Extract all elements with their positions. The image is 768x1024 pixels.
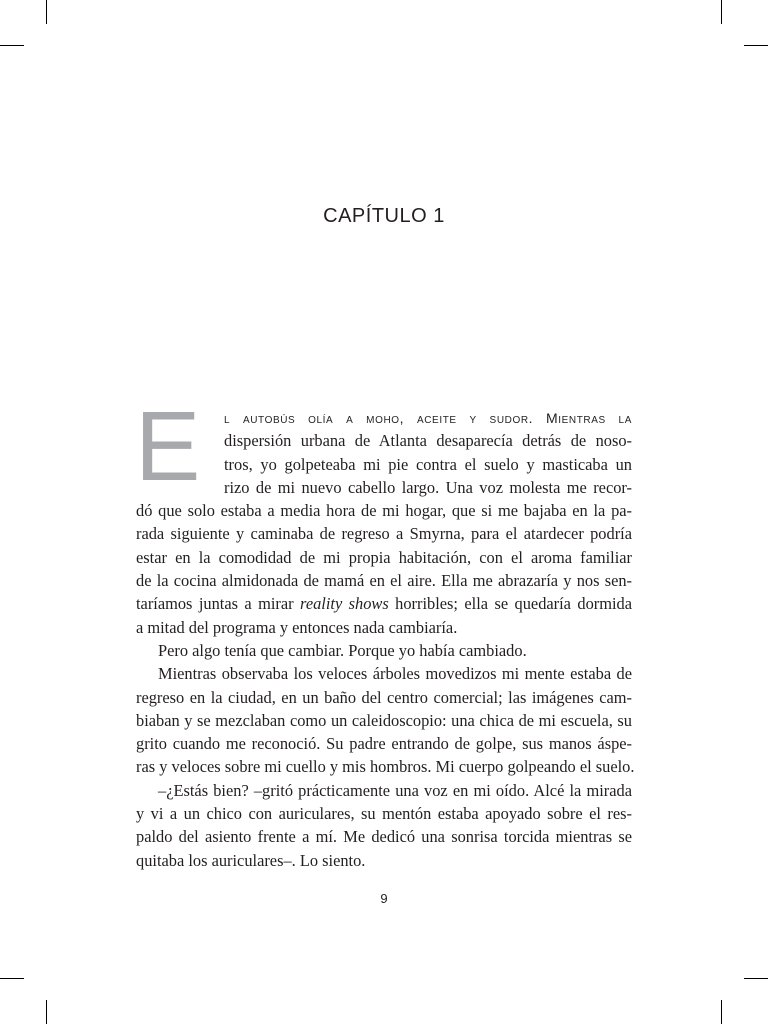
text-line: de la cocina almidonada de mamá en el aire. Ella me abrazaría y nos sen-: [136, 571, 632, 591]
text-line: y vi a un chico con auriculares, su mentón estaba apoyado sobre el res-: [136, 804, 632, 824]
text-line: Pero algo tenía que cambiar. Porque yo había cambiado.: [158, 640, 527, 660]
crop-mark-bottom-right-vertical: [721, 1000, 722, 1024]
crop-mark-bottom-right-horizontal: [744, 978, 768, 979]
text-line: grito cuando me reconoció. Su padre entrando de golpe, sus manos áspe-: [136, 734, 632, 754]
text-line: ras y veloces sobre mi cuello y mis hombros. Mi cuerpo golpeando el suelo.: [136, 757, 635, 777]
text-line: [136, 592, 632, 615]
text-line: biaban y se mezclaban como un caleidoscopio: una chica de mi escuela, su: [136, 710, 632, 730]
italic-text: reality shows: [300, 594, 389, 614]
drop-cap-letter: E: [135, 391, 201, 501]
text-line: Mientras observaba los veloces árboles movedizos mi mente estaba de: [158, 664, 632, 684]
page-number: 9: [380, 891, 388, 906]
text-line: rada siguiente y caminaba de regreso a Smyrna, para el atardecer podría: [136, 524, 632, 544]
text-line: paldo del asiento frente a mí. Me dedicó una sonrisa torcida mientras se: [136, 827, 632, 847]
text-line: regreso en la ciudad, en un baño del centro comercial; las imágenes cam-: [136, 687, 632, 707]
text-line: quitaba los auriculares–. Lo siento.: [136, 850, 366, 870]
opening-smallcaps: l autobús olía a moho, aceite y sudor. Mientras la: [224, 410, 632, 426]
crop-mark-top-left-vertical: [46, 0, 47, 24]
text-line: dó que solo estaba a media hora de mi hogar, que si me bajaba en la pa-: [136, 501, 632, 521]
crop-mark-top-left-horizontal: [0, 45, 24, 46]
crop-mark-bottom-left-vertical: [46, 1000, 47, 1024]
chapter-title: CAPÍTULO 1: [323, 205, 445, 227]
text-line: a mitad del programa y entonces nada cambiaría.: [136, 617, 458, 637]
crop-mark-top-right-vertical: [721, 0, 722, 24]
text-line: rizo de mi nuevo cabello largo. Una voz molesta me recor-: [224, 477, 632, 497]
crop-mark-top-right-horizontal: [744, 45, 768, 46]
crop-mark-bottom-left-horizontal: [0, 978, 24, 979]
text-line: –¿Estás bien? –gritó prácticamente una voz en mi oído. Alcé la mirada: [158, 780, 632, 800]
text-line: dispersión urbana de Atlanta desaparecía detrás de noso-: [224, 431, 632, 451]
text-line: tros, yo golpeteaba mi pie contra el suelo y masticaba un: [224, 454, 632, 474]
text-fragment: taríamos juntas a mirar: [136, 594, 301, 614]
text-fragment: horribles; ella se quedaría dormida: [388, 594, 632, 614]
chapter-body: [136, 406, 635, 872]
text-line-opening: [136, 406, 632, 429]
text-line: estar en la comodidad de mi propia habitación, con el aroma familiar: [136, 547, 632, 567]
